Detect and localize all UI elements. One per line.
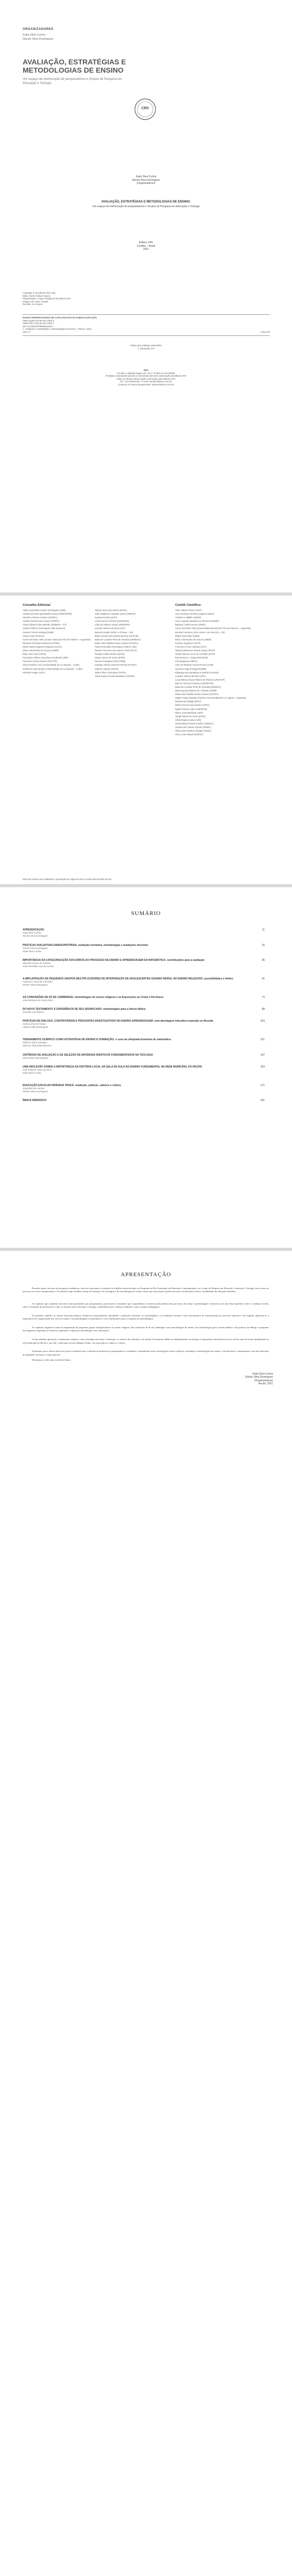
cdu-cdd-row	[23, 331, 270, 334]
doi: DOI 10.24824/978652511003.7	[23, 325, 54, 328]
toc-entry[interactable]	[23, 1008, 265, 1014]
signature-name-1: Katia Silva Cunha	[252, 1372, 273, 1376]
title-page-subtitle: Um espaço de interlocução de pesquisadores e Grupos de Pesquisa em Educação e Teologia	[92, 205, 200, 208]
presentation-paragraph: Desejamos a todos uma excelente leitura.	[32, 1359, 72, 1362]
toc-entry-title: PRÁTICAS DE DIÁLOGO, CONTROVÉRSIA E PERGUNTAS INVESTIGATIVAS NO ENSINO-APRENDIZAGEM: uma abordagem educativa inspirada na filosofia	[23, 1020, 214, 1023]
signature-role: (Organizadoras)	[254, 1379, 273, 1382]
toc-entry-page: 121	[260, 1038, 265, 1041]
scientific-member: Francisco Ari de Andrade (UFC)	[175, 645, 207, 648]
scientific-committee-title: Comitê Científico:	[175, 604, 202, 607]
presentation-paragraph: Os capítulos seguintes tratam da implantação de pequenos grupos multiplicadores no ensino religioso, das confissões de fé de Cambridge como metodologias de ensino, das metodologias para a leitura bíblica e das práticas de diálogo e perguntas investigativas inspiradas na filosofia, ampliando o repertório metodológico dos educadores.	[23, 1326, 269, 1332]
editorial-member: Élsio José Corá (UFFS)	[23, 653, 46, 656]
editorial-member: Gloria Fariñas León (Universidade de La Havana – Cuba)	[23, 664, 79, 667]
presentation-paragraph: A obra também apresenta o treinamento olímpico como estratégia de ensino e formação, os critérios de avaliação e de seleção de materiais didáticos fundamentados na teologia, a importância da história local na sala de aula do ensino fundamental na rede municipal do Recife e, por fim, a educação escolar indígena Truká, com suas práticas, saberes e cultura.	[23, 1338, 269, 1344]
toc-entry[interactable]	[23, 944, 265, 953]
scientific-member: Marcos Vinicius Francisco (UNOESTE)	[175, 682, 214, 685]
cover-title	[23, 58, 229, 74]
scientific-member: Vera Lucia Gaspar (UDESC)	[175, 733, 203, 736]
toc-entry-author: Katia Silva Cunha	[23, 931, 41, 935]
editorial-member: Solange Helena Ximenes-Rocha (UFOPA)	[95, 664, 136, 667]
scientific-member: Jussara Fraga Portugal (UNEB)	[175, 667, 207, 670]
scientific-member: Gláucia Maria dos Santos Jorge (UFOP)	[175, 649, 215, 652]
title-page-organizers	[0, 175, 292, 185]
ficha-author: Índice para catálogo sistemático	[130, 344, 162, 347]
toc-entry-page: 153	[260, 1065, 265, 1069]
toc-entry-title: APRESENTAÇÃO	[23, 928, 44, 931]
cdd: CDD 370	[261, 330, 270, 333]
title-organizer-2: Gilcele Silva Dominguez	[132, 178, 160, 182]
scientific-member: Ana Chrystina Venâncio Mignot (UERJ)	[175, 613, 214, 616]
toc-page	[0, 887, 292, 1248]
board-page	[0, 596, 292, 884]
editorial-member: Eduardo Fernandes Barbosa (UFMG)	[23, 641, 60, 645]
toc-entry-author: José Roberto Alves da Silva	[23, 1068, 52, 1071]
cover-organizer-1: Katia Silva Cunha	[23, 33, 45, 37]
scientific-member: Vânia Alves Martins Chaigar (FURG)	[175, 730, 212, 733]
toc-entry[interactable]	[23, 977, 265, 987]
cover-title-line1: AVALIAÇÃO, ESTRATÉGIAS E	[23, 58, 126, 66]
footer-line-4: Tel.: (41) 3039-6418 - E-mail: sac@editoracrv.com.br	[120, 380, 172, 383]
logo-text: CRV	[141, 107, 149, 110]
editorial-member: Aldira Guimarães Duarte Domínguez (UNB)	[23, 609, 66, 612]
toc-entry-page: 89	[262, 1008, 265, 1011]
toc-heading: SUMÁRIO	[131, 910, 161, 917]
toc-entry-author: Katia Silva Cunha	[23, 1071, 41, 1074]
presentation-paragraph: Esperamos que a leitura deste livro possa contribuir para a reflexão de professores, pesquisadores e estudantes, estimulando novas investigações sobre avaliação, estratégias e metodologias de ensino, e fortalecendo o compromisso com uma educação de qualidade, inclusiva e emancipatória.	[23, 1350, 269, 1356]
toc-entry-author: João Barbosa de Souza Neto	[23, 999, 53, 1002]
scientific-member: Barbara Coelho Neves (UFBA)	[175, 623, 205, 626]
cdu: CDU 37	[23, 330, 31, 333]
toc-entry-author: Klaus Dieter Baumgarten	[23, 1056, 49, 1059]
editorial-member: Renato Francisco dos Santos Paula (UFG)	[95, 649, 137, 652]
presentation-paragraph: Passados quase dez anos de pesquisas acadêmicas, este livro apresenta o resultado de trabalhos desenvolvidos no Programa de Pós-Graduação em Educação Contemporânea e no Grupo de Pesquisa em Educação, Avaliação e Teologia, bem como em parceria com outros pesquisadores. As reflexões aqui reunidas tratam de avaliação, de estratégias e de metodologias de ensino, temas que atravessam a prática docente em diferentes níveis e modalidades da educação brasileira.	[23, 1287, 269, 1293]
editorial-member: Paulo Romualdo Hernandes (UNIFAL-MG)	[95, 645, 137, 648]
imagem-capa: Imagem de Capa: Freepik	[23, 300, 48, 303]
editorial-member: Lourdes Helena da Silva (UFV)	[95, 627, 126, 630]
editorial-member: Jailson Alves dos Santos (UFRJ)	[95, 609, 127, 612]
scientific-member: José de Ribamar Sousa Pereira (UCB)	[175, 664, 214, 667]
cover-organizer-2: Gilcele Silva Dominguez	[23, 38, 54, 41]
toc-entry[interactable]	[23, 928, 265, 938]
editorial-member: Guillermo Arias Beatón (Universidade de La Havana – Cuba)	[23, 667, 83, 670]
toc-entry-page: 171	[260, 1083, 265, 1087]
editorial-member: Sydione Santos (UEPG)	[95, 667, 119, 670]
toc-entry-page: 11	[262, 928, 265, 931]
presentation-paragraph: Os capítulos que compõem esta obra foram produzidos por pesquisadores, professores e estudantes que compartilham o interesse pela melhoria dos processos de ensino e aprendizagem. Cada texto traz um olhar específico sobre o cotidiano escolar, sobre a formação de professores e sobre as relações entre educação e teologia, contribuindo para o debate acadêmico e para a prática pedagógica.	[23, 1302, 269, 1308]
ficha: 1. Avaliação 2. Estratégias 3. Metodologias de Ensino I. Título II. Série	[23, 328, 92, 331]
scientific-member: Lucia Marisy Souza Ribeiro de Oliveira (UNIVASF)	[175, 678, 225, 681]
scientific-member: Diosnel Centurion (Univ Americ. de Asunción – Py)	[175, 631, 225, 634]
toc-entry-author: Alisson Silva Dominguez	[23, 1026, 48, 1029]
toc-entry-author: João Everaldo Lima de Sousa	[23, 965, 54, 968]
toc-entry[interactable]	[23, 959, 265, 968]
organizers-label: ORGANIZADORES	[23, 28, 54, 31]
scientific-member: Inês Bragança (UERJ)	[175, 660, 197, 663]
isbn-fisico: ISBN Físico 978-65-251-1003-7	[23, 322, 54, 325]
toc-entry-title: EDUCAÇÃO ESCOLAR INDÍGENA TRUKÁ: avaliação, práticas, saberes e cultura	[23, 1083, 121, 1087]
toc-entry-author: Gilcele Silva Dominguez	[23, 946, 48, 950]
scientific-member: Sérgio Nunes de Jesus (IFRO)	[175, 715, 205, 718]
editorial-member: Marcelo Paixão (UFRJ e UTexas – US)	[95, 631, 133, 634]
scientific-member: Mônica Pereira dos Santos (UFRJ)	[175, 704, 210, 707]
scientific-member: Maria Lília Imbiriba Sousa Colares (UFOPA)	[175, 693, 219, 696]
credits-footer	[31, 369, 261, 386]
scientific-member: Maria de Lourdes Pinto de Almeida (UNOESC)	[175, 685, 221, 688]
editorial-member: Maria de Lourdes Pinto de Almeida (UNOESC)	[95, 638, 141, 641]
presentation-page	[0, 1251, 292, 2576]
scientific-member: Lourdes Helena da Silva (UFV)	[175, 674, 206, 677]
toc-entry-author: Marcelo Vilas Boas Barroso	[23, 1044, 51, 1047]
toc-entry-author: Gilcele Silva Dominguez	[23, 935, 48, 938]
cip-block	[23, 314, 270, 336]
editorial-member: Carlos Alberto Vilar Estêvão (UMINHO – PT)	[23, 623, 67, 626]
editorial-member: Rodrigo Pratte-Santos (UFES)	[95, 653, 125, 656]
presentation-signature	[196, 1372, 273, 1386]
footer-line-5: Conheça os nossos lançamentos: www.editoracrv.com.br	[118, 383, 174, 386]
toc-entry-title: PRÁTICAS AVALIATIVAS EMANCIPATÓRIAS: avaliação formativa, metodologias e avaliações docentes	[23, 943, 148, 947]
editorial-board-left	[23, 609, 105, 675]
toc-entry[interactable]	[23, 1020, 265, 1029]
title-page-title: AVALIAÇÃO, ESTRATÉGIAS E METODOLOGIAS DE ENSINO:	[101, 200, 191, 204]
toc-entry-title: A IMPLANTAÇÃO DE PEQUENOS GRUPOS MULTIPLICADORES DE INTERVENÇÃO DE ADOLESCENTES USANDO MORAL NO ENSINO RELIGIOSO: possibilidades e limites	[23, 977, 233, 980]
toc-entry-page: 15	[262, 943, 265, 947]
toc-entry-title: ÍNDICE REMISSIVO	[23, 1099, 47, 1102]
editorial-member: Elizeu Clementino de Souza (UNEB)	[23, 649, 59, 652]
revisao: Revisão: Os Autores	[23, 303, 43, 306]
toc-entry-author: Katia Silva Cunha	[23, 950, 41, 953]
scientific-member: Maria Eurácia Barreto de Andrade (UFRB)	[175, 689, 217, 692]
cover-organizers	[23, 33, 54, 41]
scientific-member: Sonia Maria Ferreira Koehler (UNISAL)	[175, 722, 214, 725]
isbn-digital: ISBN Digital 978-65-251-1002-0	[23, 319, 55, 322]
toc-entry-page: 73	[262, 996, 265, 999]
toc-entry[interactable]	[23, 1038, 265, 1047]
signature-name-2: Gilcele Silva Dominguez	[245, 1376, 273, 1379]
editorial-member: Tania Suely Azevedo Brasileiro (UFOPA)	[95, 674, 135, 677]
editorial-member: Sérgio Nunes de Jesus (IFRO)	[95, 656, 125, 659]
editorial-member: Helmuth Krüger (UCP)	[23, 671, 45, 674]
editorial-member: Cesar Gerónimo Tello (Univer. Nacional Três de Febrero – Argentina)	[23, 638, 91, 641]
toc-entry[interactable]	[23, 1099, 265, 1102]
scientific-member: Elizeu Clementino de Souza (UNEB)	[175, 638, 211, 641]
editorial-member: Tadeu Oliver Gonçalves (UFPA)	[95, 671, 126, 674]
toc-entry-author: Gilberto Vieira Sampaio	[23, 1041, 47, 1044]
scientific-member: Ilma Passos A. Veiga (UNICEUB)	[175, 656, 208, 659]
footer-line-2: Proibida a reprodução parcial ou total desta obra sem autorização da Editora CRV	[106, 375, 186, 378]
cip-title: DADOS INTERNACIONAIS DE CATALOGAÇÃO NA PUBLICAÇÃO (CIP)	[23, 316, 97, 319]
ficha-index	[77, 344, 215, 350]
toc-entry[interactable]	[23, 1054, 265, 1060]
toc-entry-page: 51	[262, 977, 265, 980]
footer-line-1: Foi feito o depósito legal conf. Lei n° 10.994 de 14/12/2004	[117, 371, 175, 375]
scientific-member: Andréia N. Militão (UEMS)	[175, 616, 201, 619]
title-organizer-1: Katia Silva Cunha	[135, 175, 157, 178]
toc-entry-page: 137	[260, 1053, 265, 1057]
title-organizers-role: (Organizadores)	[136, 182, 156, 185]
toc-entry-author: Osvaldo Luiz Ribeiro	[23, 1011, 44, 1014]
toc-entry-title: UMA REFLEXÃO SOBRE A IMPORTÂNCIA DA HISTÓRIA LOCAL NA SALA DE AULA NO ENSINO FUNDAMENTAL NA REDE MUNICIPAL DO RECIFE	[23, 1065, 202, 1069]
footer-year: 2021	[143, 369, 149, 371]
toc-entry-title: CRITÉRIOS DE AVALIAÇÃO E DE SELEÇÃO DE MATERIAIS DIDÁTICOS FUNDAMENTADOS NA TEOLOGIA	[23, 1053, 153, 1057]
scientific-member: Míguel Ángel Quintana Pacheco (Universidad de La Laguna – Espanha)	[175, 697, 246, 700]
scientific-member: Kilwangy Kya Kapitango-a-Samba (Unemat)	[175, 671, 219, 674]
toc-entry-title: IMPORTÂNCIA DA CATEGORIZAÇÃO DOS ERROS DO PROCESSO DE ENSINO E APRENDIZAGEM DA MATEMÁTICA: contribuições para a avaliação	[23, 959, 205, 962]
editorial-member: Anselmo Alencar Colares (UFOPA)	[23, 616, 57, 619]
toc-entry-title: DO NOVO TESTAMENTO À EXPERIÊNCIA DE SEU SIGNIFICADO: metodologias para a leitura bíblica	[23, 1008, 146, 1011]
title-page-year: 2021	[143, 248, 149, 251]
toc-entry-title: TREINAMENTO OLÍMPICO COMO ESTRATÉGIA DE ENSINO E FORMAÇÃO: o caso da olimpíada brasileira de matemática	[23, 1038, 171, 1041]
ficha-item: 1. Educação 370	[138, 347, 154, 350]
editorial-member: Celso Conti (UFSCar)	[23, 634, 44, 637]
scientific-member: Mohammed Elhajji (UFRJ)	[175, 700, 201, 703]
scientific-committee	[175, 604, 278, 607]
signature-place: Recife, 2021	[258, 1382, 273, 1386]
editorial-board	[23, 604, 177, 607]
presentation-paragraph: No primeiro capítulo, as autoras discutem práticas avaliativas emancipatórias, abordando a avaliação formativa, as metodologias e as avaliações docentes como instrumentos de transformação do processo educativo. Em seguida, apresenta-se a importância da categorização dos erros no ensino e na aprendizagem da matemática, com contribuições para a avaliação da aprendizagem.	[23, 1314, 269, 1320]
presentation-heading: APRESENTAÇÃO	[121, 1272, 171, 1278]
scientific-member: Silvia Regina Canan (URI)	[175, 718, 201, 721]
toc-entry-author: Andreia Paz de Farias	[23, 1023, 46, 1026]
editorial-board-title: Conselho Editorial:	[23, 604, 51, 607]
title-page-publisher: Editora CRV	[139, 241, 153, 244]
scientific-member: Cesar Gerónimo Tello (Universidad Nacional de Três de Febrero – Argentina)	[175, 627, 251, 630]
toc-entry-page: 191	[260, 1099, 265, 1102]
toc-entry-author: Marcela Gomes de Oliveira	[23, 962, 51, 965]
scientific-member: Anna Augusta Sampaio de Oliveira (UNESP)	[175, 620, 219, 623]
editorial-member: João Adalberto Campato Junior (UNESP)	[95, 613, 136, 616]
editorial-member: Carlos Federico Dominguez Avila (Unieuro)	[23, 627, 65, 630]
toc-entry-page: 35	[262, 959, 265, 962]
editorial-board-right	[95, 609, 177, 679]
diagramacao: Diagramação e Capa: Designers da Editora CRV	[23, 297, 71, 300]
scientific-member: Suzana dos Santos Gomes (UFMG)	[175, 726, 211, 728]
editorial-member: Simone Rodrigues Pinto (UNB)	[95, 660, 126, 663]
credits-block	[23, 292, 177, 306]
toc-entry-author: Francisco Vieira de Carvalho	[23, 980, 53, 984]
scientific-member: Altair Alberto Fávero (UPF)	[175, 609, 202, 612]
editorial-member: Carmen Tereza Velanga (UNIR)	[23, 631, 54, 634]
toc-entry-page: 103	[260, 1020, 265, 1023]
scientific-member: Helder Buenos Aires de Carvalho (UFPI)	[175, 653, 215, 656]
editorial-member: Antônio Pereira Gaio Júnior (UFRRJ)	[23, 620, 59, 623]
toc-entry[interactable]	[23, 996, 265, 1002]
footer-line-3: Todos os direitos desta edição reservados pela Editora CRV	[116, 377, 176, 380]
editorial-member: Maria Lília Imbiriba Sousa Colares (UFOPA)	[95, 641, 139, 645]
editorial-member: Josania Portela (UFPI)	[95, 616, 117, 619]
scientific-member: Fauston Negreiros (UFPI)	[175, 641, 201, 645]
toc-entry[interactable]	[23, 1065, 265, 1075]
editorial-member: Francisco Carlos Duarte (PUC-PR)	[23, 660, 57, 663]
title-page-city: Curitiba – Brasil	[136, 244, 156, 248]
toc-entry-author: Gilcele Silva Dominguez	[23, 1090, 48, 1093]
scientific-member: Najela Tavares Ujiie (UNESPAR)	[175, 707, 208, 710]
toc-list	[0, 928, 292, 1238]
toc-entry-author: Josenildo dos Santos	[23, 1087, 45, 1090]
board-footnote: Este livro passou por avaliação e aprovação às cegas de dois ou mais pareceristas ad hoc.	[23, 878, 112, 880]
cover-subtitle: Um espaço de interlocução de pesquisadores e Grupos de Pesquisa em Educação e Teologia	[23, 78, 122, 85]
editorial-member: Andréia da Silva Quintanilha Sousa (UNIR/UFRN)	[23, 613, 72, 616]
title-page-imprint	[0, 241, 292, 251]
editorial-member: Leonel Severo Rocha (UNISINOS)	[95, 620, 129, 623]
scientific-committee-list	[175, 609, 278, 737]
editorial-member: Maria Cristina dos Santos Bezerra (UFSCar)	[95, 634, 139, 637]
editorial-member: Lídia de Oliveira Xavier (UNIEURO)	[95, 623, 130, 626]
toc-entry-author: Gilcele Silva Dominguez	[23, 984, 48, 987]
editor-chefe: Editor-chefe: Railson Moura	[23, 294, 50, 297]
editorial-member: Fernando Antônio Gonçalves Alcoforado (IPB)	[23, 656, 68, 659]
scientific-member: Nilson José Machado (USP)	[175, 711, 203, 714]
copyright: Copyright © da Editora CRV Ltda.	[23, 292, 56, 294]
toc-entry-title: AS CONFISSÕES DE FÉ DE CAMBRIDGE: metodologias de ensino religioso e as Exposições ao Credo e Pai Nosso	[23, 996, 164, 999]
scientific-member: Eliane Rose Maio (UEM)	[175, 634, 200, 637]
cover-title-line2: METODOLOGIAS DE ENSINO	[23, 66, 124, 74]
editorial-member: Elione Maria Nogueira Diogenes (UFAL)	[23, 645, 62, 648]
cover-page	[0, 0, 292, 592]
toc-entry[interactable]	[23, 1084, 265, 1093]
